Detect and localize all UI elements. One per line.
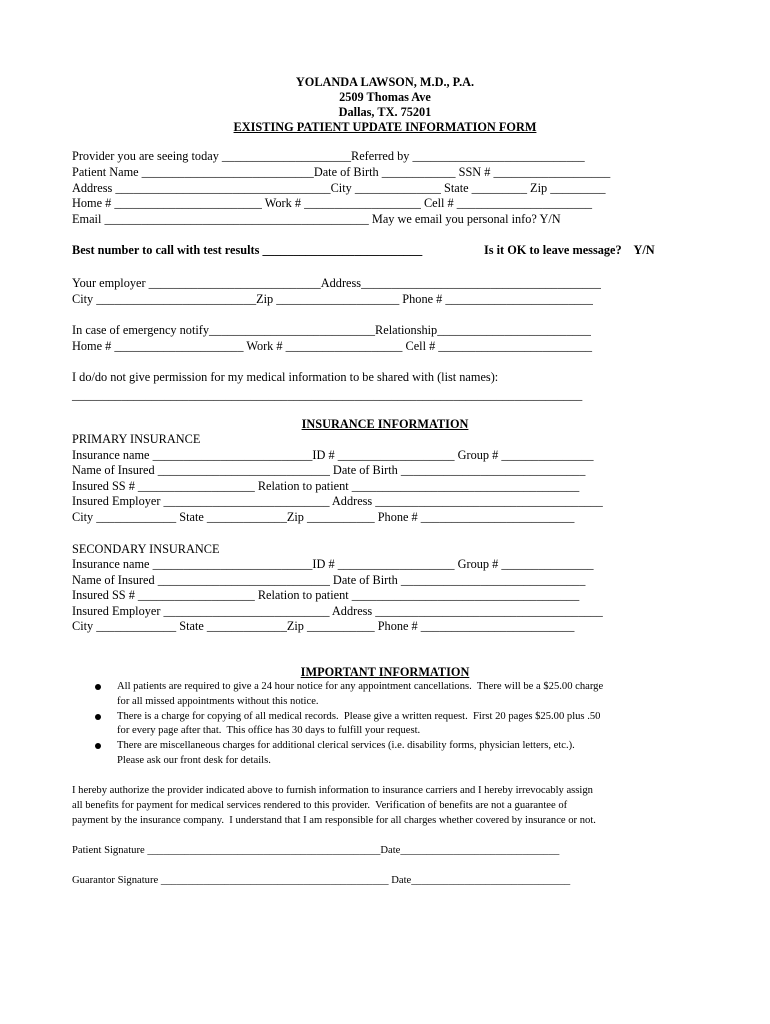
- authorization-text: I hereby authorize the provider indicated above to furnish information to insurance carriers and I hereby irrevocably assign: [72, 785, 593, 796]
- primary-insurance-label: PRIMARY INSURANCE: [72, 432, 201, 446]
- email-field[interactable]: Email ___________________________________________ May we email you personal info? Y/N: [72, 212, 561, 226]
- notice-cancellation-text: All patients are required to give a 24 hour notice for any appointment cancellations. There will be a $25.00 charge: [117, 681, 604, 692]
- notice-records-text: There is a charge for copying of all medical records. Please give a written request. First 20 pages $25.00 plus .50: [117, 711, 601, 722]
- employer-address-field[interactable]: Your employer ____________________________Address_______________________________________: [72, 276, 601, 290]
- bullet-icon: [95, 743, 101, 749]
- insurance-section-title: INSURANCE INFORMATION: [301, 417, 469, 431]
- practice-street: 2509 Thomas Ave: [339, 90, 431, 104]
- guarantor-signature-field[interactable]: Guarantor Signature ___________________________________________ Date______________________________: [72, 875, 571, 886]
- employer-city-zip-phone-field[interactable]: City __________________________Zip ____________________ Phone # ________________________: [72, 292, 593, 306]
- authorization-text-3: payment by the insurance company. I understand that I am responsible for all charges whether covered by insurance or not.: [72, 815, 596, 826]
- secondary-insured-city-field[interactable]: City _____________ State _____________Zip ___________ Phone # _________________________: [72, 619, 575, 633]
- authorization-text-2: all benefits for payment for medical services rendered to this provider. Verification of benefits are not a guarantee of: [72, 800, 568, 811]
- emergency-phones-field[interactable]: Home # _____________________ Work # ___________________ Cell # _________________________: [72, 339, 593, 353]
- patient-name-dob-ssn-field[interactable]: Patient Name ____________________________Date of Birth ____________ SSN # ___________________: [72, 165, 611, 179]
- primary-insured-ss-field[interactable]: Insured SS # ___________________ Relation to patient _____________________________________: [72, 479, 580, 493]
- important-info-title: IMPORTANT INFORMATION: [300, 665, 470, 679]
- provider-referred-field[interactable]: Provider you are seeing today _____________________Referred by ____________________________: [72, 149, 585, 163]
- permission-names-field[interactable]: ___________________________________________________________________________________: [72, 388, 583, 402]
- primary-insurance-name-field[interactable]: Insurance name __________________________ID # ___________________ Group # _______________: [72, 448, 594, 462]
- practice-city: Dallas, TX. 75201: [338, 105, 432, 119]
- primary-insured-name-field[interactable]: Name of Insured ____________________________ Date of Birth ______________________________: [72, 463, 586, 477]
- permission-statement: I do/do not give permission for my medical information to be shared with (list names):: [72, 370, 499, 384]
- notice-cancellation-text-cont: for all missed appointments without this notice.: [117, 696, 319, 707]
- secondary-insurance-name-field[interactable]: Insurance name __________________________ID # ___________________ Group # _______________: [72, 557, 594, 571]
- notice-clerical-text-cont: Please ask our front desk for details.: [117, 755, 271, 766]
- secondary-insured-employer-field[interactable]: Insured Employer ___________________________ Address _____________________________________: [72, 604, 603, 618]
- primary-insured-city-field[interactable]: City _____________ State _____________Zip ___________ Phone # _________________________: [72, 510, 575, 524]
- leave-message-question[interactable]: Is it OK to leave message? Y/N: [484, 243, 655, 257]
- secondary-insurance-label: SECONDARY INSURANCE: [72, 542, 220, 556]
- bullet-icon: [95, 714, 101, 720]
- patient-signature-field[interactable]: Patient Signature ____________________________________________Date______________________________: [72, 845, 560, 856]
- form-title: EXISTING PATIENT UPDATE INFORMATION FORM: [233, 120, 537, 134]
- notice-records-text-cont: for every page after that. This office has 30 days to fulfill your request.: [117, 725, 421, 736]
- secondary-insured-ss-field[interactable]: Insured SS # ___________________ Relation to patient _____________________________________: [72, 588, 580, 602]
- home-work-cell-field[interactable]: Home # ________________________ Work # ___________________ Cell # ______________________: [72, 196, 593, 210]
- emergency-contact-field[interactable]: In case of emergency notify___________________________Relationship_________________________: [72, 323, 591, 337]
- notice-clerical-text: There are miscellaneous charges for additional clerical services (i.e. disability forms, physician letters, etc.).: [117, 740, 575, 751]
- primary-insured-employer-field[interactable]: Insured Employer ___________________________ Address _____________________________________: [72, 494, 603, 508]
- test-results-phone-field[interactable]: Best number to call with test results __________________________: [72, 243, 423, 257]
- practice-name: YOLANDA LAWSON, M.D., P.A.: [295, 75, 475, 89]
- address-city-state-zip-field[interactable]: Address ___________________________________City ______________ State _________ Zip _________: [72, 181, 606, 195]
- secondary-insured-name-field[interactable]: Name of Insured ____________________________ Date of Birth ______________________________: [72, 573, 586, 587]
- bullet-icon: [95, 684, 101, 690]
